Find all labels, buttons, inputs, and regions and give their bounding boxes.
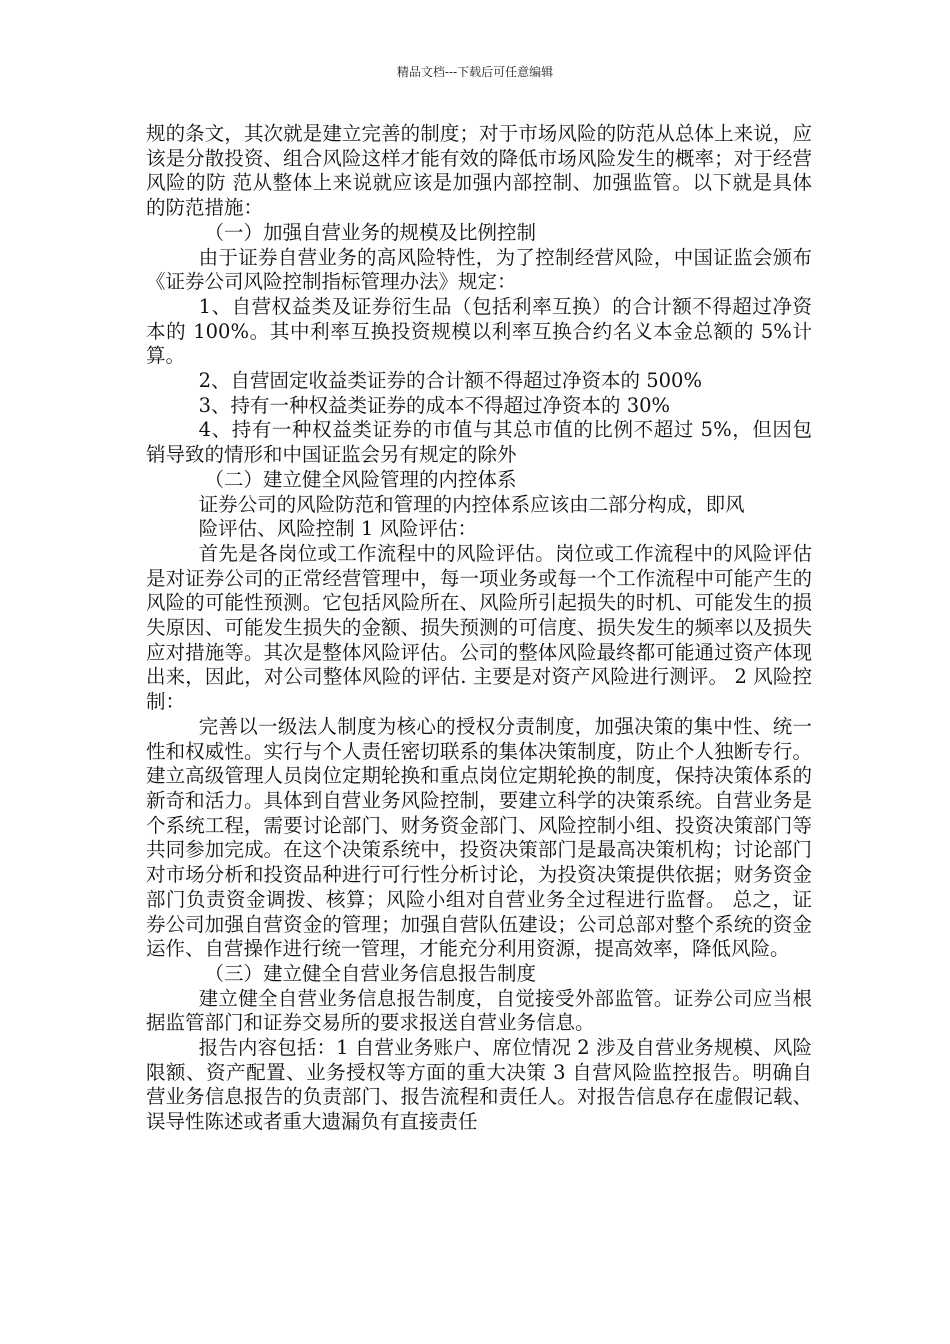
section-heading-2: （二）建立健全风险管理的内控体系 — [204, 467, 517, 491]
paragraph-risk-evaluation: 首先是各岗位或工作流程中的风险评估。岗位或工作流程中的风险评估是对证券公司的正常经营管理中，每一项业务或每一个工作流程中可能产生的风险的可能性预测。它包括风险所在、风险所引起损失的时机、可能发生的损失原因、可能发生损失的金额、损失预测的可信度、损失发生的频率以及损失应对措施等。其次是整体风险评估。公司的整体风险最终都可能通过资产体现出来，因此，对公司整体风险的评估. 主要是对资产风险进行测评。 2 风险控制： — [146, 541, 812, 714]
list-item-rule-4: 4、持有一种权益类证券的市值与其总市值的比例不超过 5%，但因包销导致的情形和中国证监会另有规定的除外 — [146, 418, 812, 467]
paragraph-reporting-system: 建立健全自营业务信息报告制度，自觉接受外部监管。证券公司应当根据监管部门和证券交易所的要求报送自营业务信息。 — [146, 986, 812, 1035]
list-item-rule-1: 1、自营权益类及证券衍生品（包括利率互换）的合计额不得超过净资本的 100%。其中利率互换投资规模以利率互换合约名义本金总额的 5%计算。 — [146, 294, 812, 368]
list-item-rule-2: 2、自营固定收益类证券的合计额不得超过净资本的 500% — [198, 369, 702, 393]
section-heading-3: （三）建立健全自营业务信息报告制度 — [204, 961, 537, 985]
paragraph-risk-evaluation-title: 险评估、风险控制 1 风险评估： — [198, 517, 477, 541]
page-header: 精品文档---下载后可任意编辑 — [396, 65, 554, 79]
document-body — [146, 122, 812, 1135]
paragraph-intro-continued: 规的条文，其次就是建立完善的制度；对于市场风险的防范从总体上来说，应该是分散投资、组合风险这样才能有效的降低市场风险发生的概率；对于经营风险的防 范从整体上来说就应该是加强内部控制、加强监管。以下就是具体的防范措施： — [146, 122, 812, 220]
paragraph-control-system: 证券公司的风险防范和管理的内控体系应该由二部分构成，即风 — [198, 492, 745, 516]
paragraph-risk-control: 完善以一级法人制度为核心的授权分责制度，加强决策的集中性、统一性和权威性。实行与个人责任密切联系的集体决策制度，防止个人独断专行。建立高级管理人员岗位定期轮换和重点岗位定期轮换的制度，保持决策体系的新奇和活力。具体到自营业务风险控制，要建立科学的决策系统。自营业务是个系统工程，需要讨论部门、财务资金部门、风险控制小组、投资决策部门等共同参加完成。在这个决策系统中，投资决策部门是最高决策机构；讨论部门对市场分析和投资品种进行可行性分析讨论，为投资决策提供依据；财务资金部门负责资金调拨、核算；风险小组对自营业务全过程进行监督。 总之，证券公司加强自营资金的管理；加强自营队伍建设；公司总部对整个系统的资金运作、自营操作进行统一管理，才能充分利用资源，提高效率，降低风险。 — [146, 714, 812, 961]
paragraph-report-contents: 报告内容包括：1 自营业务账户、席位情况 2 涉及自营业务规模、风险限额、资产配置、业务授权等方面的重大决策 3 自营风险监控报告。明确自营业务信息报告的负责部门、报告流程和责任人。对报告信息存在虚假记载、误导性陈述或者重大遗漏负有直接责任 — [146, 1036, 812, 1134]
section-heading-1: （一）加强自营业务的规模及比例控制 — [204, 220, 537, 244]
paragraph-regulation: 由于证券自营业务的高风险特性，为了控制经营风险，中国证监会颁布《证券公司风险控制指标管理办法》规定： — [146, 245, 812, 294]
list-item-rule-3: 3、持有一种权益类证券的成本不得超过净资本的 30% — [198, 393, 671, 417]
